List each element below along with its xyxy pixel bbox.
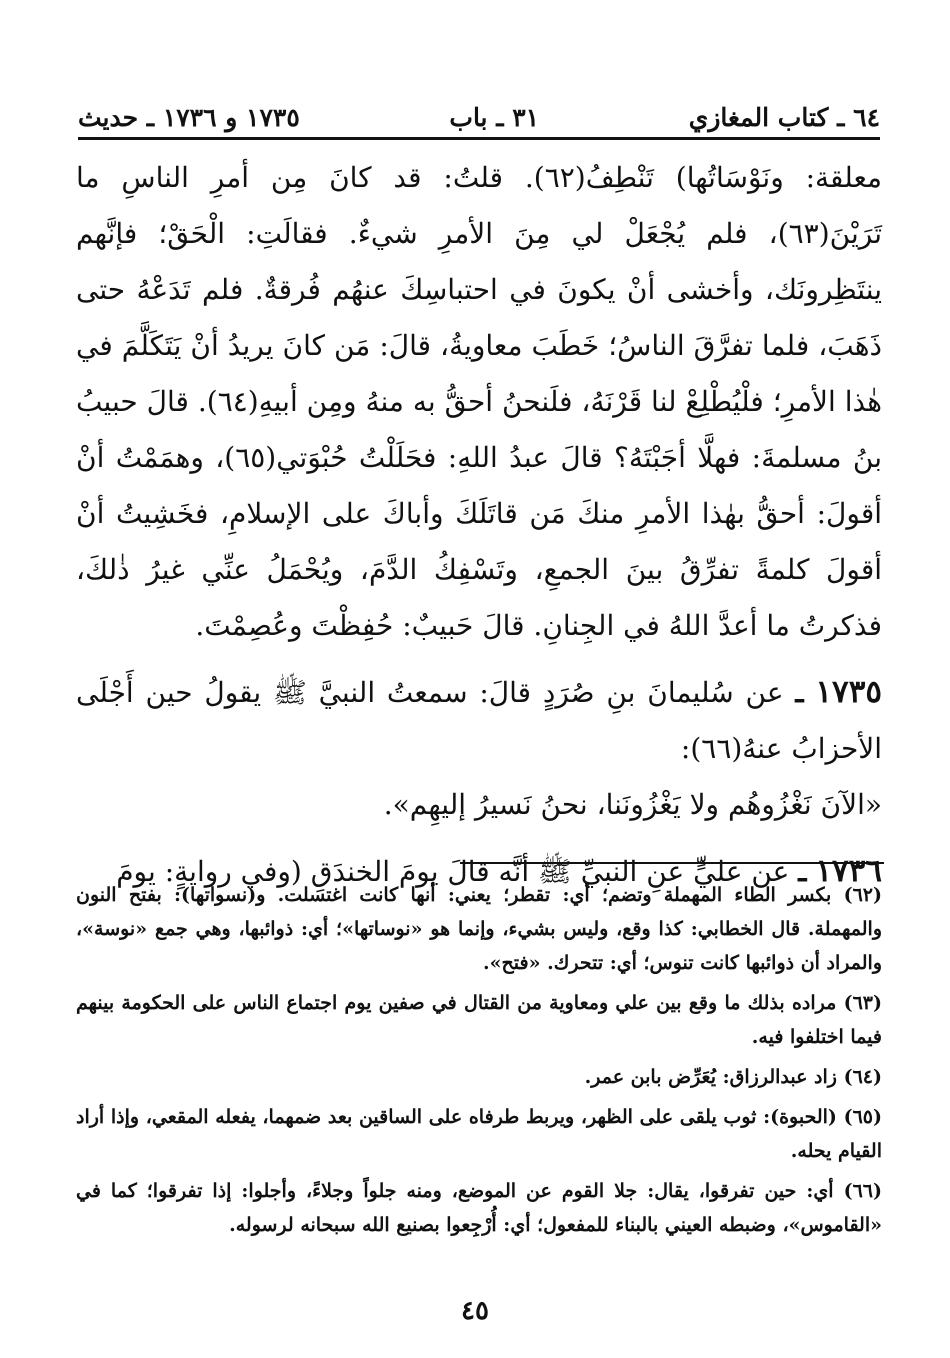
footnote-62: (٦٢) بكسر الطاء المهملة وتضم؛ أي: تقطر؛ يعني: أنها كانت اغتسلت. و(نسواتها): بفتح النون والمهملة. قال الخطابي: كذا وقع، وليس بشيء، وإنما هو «نوساتها»؛ أي: ذوائبها، وهي جمع «نوسة»، والمراد أن ذوائبها كانت تنوس؛ أي: تتحرك. «فتح».	[76, 884, 882, 974]
running-header	[78, 92, 880, 132]
footnote-66: (٦٦) أي: حين تفرقوا، يقال: جلا القوم عن الموضع، ومنه جلواً وجلاءً، وأجلوا: إذا تفرقوا؛ كما في «القاموس»، وضبطه العيني بالبناء للمفعول؛ أي: أُرْجِعوا بصنيع الله سبحانه لرسوله.	[76, 1180, 882, 1236]
header-rule	[78, 137, 880, 140]
page-number: ٤٥	[461, 1296, 489, 1326]
hadith-dash: ـ	[795, 676, 804, 709]
hadith-1735	[76, 664, 882, 777]
footnote-separator	[460, 862, 884, 864]
hadith-1735-quote: «الآنَ نَغْزُوهُم ولا يَغْزُونَنا، نحنُ نَسيرُ إليهِم».	[383, 788, 882, 821]
hadith-number: ١٧٣٥	[815, 674, 882, 710]
continuation-paragraph: معلقة: ونَوْسَاتُها) تَنْطِفُ(٦٢). قلتُ: قد كانَ مِن أمرِ الناسِ ما تَرَيْنَ(٦٣)، فلم يُجْعَلْ لي مِنَ الأمرِ شيءٌ. فقالَتِ: الْحَقْ؛ فإنَّهم ينتَظِرونَك، وأخشى أنْ يكونَ في احتباسِكَ عنهُم فُرقةٌ. فلم تَدَعْهُ حتى ذَهَبَ، فلما تفرَّقَ الناسُ؛ خَطَبَ معاويةُ، قالَ: مَن كانَ يريدُ أنْ يَتَكَلَّمَ في هٰذا الأمرِ؛ فلْيُطْلِعْ لنا قَرْنَهُ، فلَنحنُ أحقُّ به منهُ ومِن أبيهِ(٦٤). قالَ حبيبُ بنُ مسلمةَ: فهلَّا أجَبْتَهُ؟ قالَ عبدُ اللهِ: فحَلَلْتُ حُبْوَتي(٦٥)، وهمَمْتُ أنْ أقولَ: أحقُّ بهٰذا الأمرِ منكَ مَن قاتَلَكَ وأباكَ على الإسلامِ، فخَشِيتُ أنْ أقولَ كلمةً تفرِّقُ بينَ الجمعِ، وتَسْفِكُ الدَّمَ، ويُحْمَلُ عنِّي غيرُ ذٰلكَ، فذكرتُ ما أعدَّ اللهُ في الجِنانِ. قالَ حَبيبٌ: حُفِظْتَ وعُصِمْتَ.	[76, 161, 882, 642]
footnote-63: (٦٣) مراده بذلك ما وقع بين علي ومعاوية من القتال في صفين يوم اجتماع الناس على الحكومة بينهم فيما اختلفوا فيه.	[76, 992, 882, 1048]
hadith-dash: ـ	[798, 855, 807, 888]
footnote-64: (٦٤) زاد عبدالرزاق: يُعَرِّض بابن عمر.	[584, 1066, 882, 1088]
hadith-text: عن عليٍّ عنِ النبيِّ ﷺ أنَّه قالَ يومَ الخندَقِ (وفي روايةٍ: يومَ	[116, 855, 790, 888]
hadith-text: عن سُليمانَ بنِ صُرَدٍ قالَ: سمعتُ النبيَّ ﷺ يقولُ حين أَجْلَى الأحزابُ عنهُ(٦٦):	[76, 676, 882, 765]
main-text	[76, 150, 882, 900]
footnote-65: (٦٥) (الحبوة): ثوب يلقى على الظهر، ويربط طرفاه على الساقين بعد ضمهما، يفعله المقعي، وإذا أراد القيام يحله.	[76, 1106, 883, 1162]
header-book-title: ٦٤ ـ كتاب المغازي	[688, 103, 880, 132]
hadith-number: ١٧٣٦	[815, 853, 882, 889]
header-hadith-range: ١٧٣٥ و ١٧٣٦ ـ حديث	[78, 103, 300, 132]
footnotes	[76, 878, 882, 1248]
header-chapter: ٣١ ـ باب	[449, 103, 540, 132]
